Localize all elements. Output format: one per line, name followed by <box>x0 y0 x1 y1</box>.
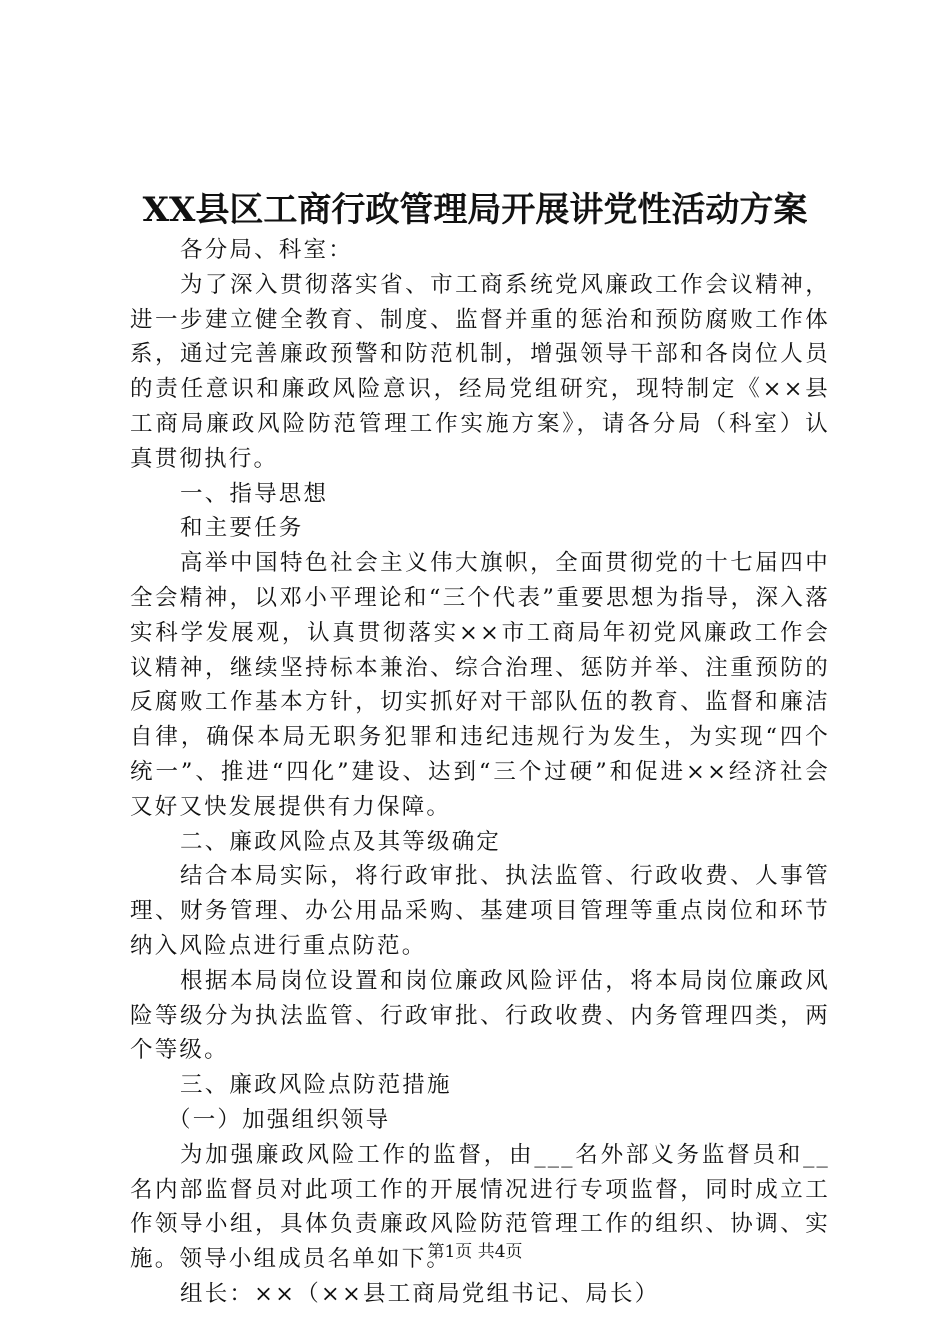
intro-paragraph: 为了深入贯彻落实省、市工商系统党风廉政工作会议精神，进一步建立健全教育、制度、监督并重的惩治和预防腐败工作体系，通过完善廉政预警和防范机制，增强领导干部和各岗位人员的责任意识和廉政风险意识，经局党组研究，现特制定《××县工商局廉政风险防范管理工作实施方案》，请各分局（科室）认真贯彻执行。 <box>130 271 830 472</box>
page-footer: 第1页 共4页 <box>427 1242 523 1262</box>
supervision-paragraph: 为加强廉政风险工作的监督，由___名外部义务监督员和__名内部监督员对此项工作的开展情况进行专项监督，同时成立工作领导小组，具体负责廉政风险防范管理工作的组织、协调、实施。领导小组成员名单如下。 <box>130 1141 830 1273</box>
section-heading-1-continued: 和主要任务 <box>180 515 304 542</box>
leader-line: 组长：××（××县工商局党组书记、局长） <box>180 1280 660 1307</box>
document-title: XX县区工商行政管理局开展讲党性活动方案 <box>142 190 808 230</box>
section-heading-1: 一、指导思想 <box>180 480 329 507</box>
risk-points-paragraph: 结合本局实际，将行政审批、执法监管、行政收费、人事管理、财务管理、办公用品采购、基建项目管理等重点岗位和环节纳入风险点进行重点防范。 <box>130 863 830 959</box>
risk-levels-paragraph: 根据本局岗位设置和岗位廉政风险评估，将本局岗位廉政风险等级分为执法监管、行政审批、行政收费、内务管理四类，两个等级。 <box>130 967 830 1064</box>
section-heading-2: 二、廉政风险点及其等级确定 <box>180 828 502 855</box>
section-heading-3: 三、廉政风险点防范措施 <box>180 1072 452 1099</box>
guiding-thought-paragraph: 高举中国特色社会主义伟大旗帜，全面贯彻党的十七届四中全会精神，以邓小平理论和“三个代表”重要思想为指导，深入落实科学发展观，认真贯彻落实××市工商局年初党风廉政工作会议精神，继续坚持标本兼治、综合治理、惩防并举、注重预防的反腐败工作基本方针，切实抓好对干部队伍的教育、监督和廉洁自律，确保本局无职务犯罪和违纪违规行为发生，为实现“四个统一”、推进“四化”建设、达到“三个过硬”和促进××经济社会又好又快发展提供有力保障。 <box>130 550 830 820</box>
document-body <box>130 233 830 1312</box>
salutation-paragraph: 各分局、科室： <box>180 237 353 263</box>
subsection-heading-1: （一）加强组织领导 <box>168 1106 391 1133</box>
